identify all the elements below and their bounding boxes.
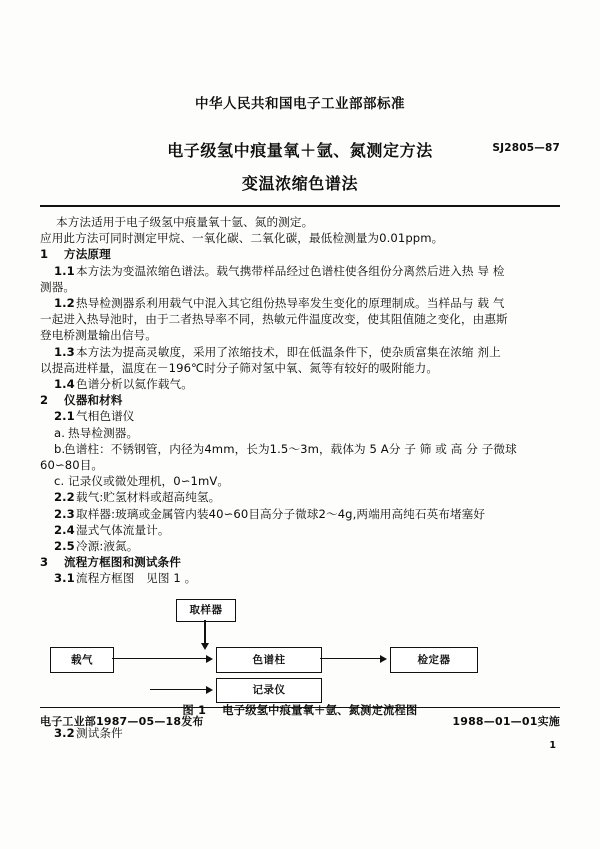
diagram-arrowhead-down <box>201 643 209 650</box>
header-divider <box>40 205 560 207</box>
diagram-connector-to-recorder <box>150 689 208 691</box>
diagram-arrowhead-right-1 <box>206 655 213 663</box>
diagram-connector-column-to-detector <box>320 658 382 660</box>
figure-caption-text: 电子级氢中痕量氧＋氩、氮测定流程图 <box>222 703 418 717</box>
clause-2-1: 2.1气相色谱仪 <box>54 409 135 424</box>
clause-2-1-item-c: c. 记录仪或微处理机，0∽1mV。 <box>54 474 230 489</box>
diagram-box-column: 色谱柱 <box>216 647 322 673</box>
clause-1-1: 1.1本方法为变温浓缩色谱法。载气携带样品经过色谱柱使各组份分离然后进入热 导 检 <box>54 263 505 278</box>
clause-2-1-item-b-cont: 60∽80目。 <box>40 458 104 473</box>
section-heading-3: 3 流程方框图和测试条件 <box>40 555 181 570</box>
document-sheet <box>40 60 560 740</box>
clause-2-4: 2.4湿式气体流量计。 <box>54 522 170 537</box>
clause-2-1-item-a: a. 热导检测器。 <box>54 425 139 440</box>
clause-3-2: 3.2测试条件 <box>54 725 123 740</box>
clause-1-2-cont-2: 登电桥测量输出信号。 <box>40 328 157 343</box>
clause-1-3-cont: 以提高进样量，温度在－196℃时分子筛对氢中氧、氮等有较好的吸附能力。 <box>40 360 439 375</box>
diagram-box-sampler: 取样器 <box>176 599 236 622</box>
clause-3-1: 3.1流程方框图 见图 1 。 <box>54 571 197 586</box>
diagram-connector-sampler-vertical <box>204 620 206 645</box>
section-heading-1: 1 方法原理 <box>40 247 111 262</box>
scope-line-1: 本方法适用于电子级氢中痕量氧十氩、氮的测定。 <box>56 215 314 229</box>
page-title: 电子级氢中痕量氧＋氩、氮测定方法 <box>167 141 433 160</box>
clause-2-1-item-b: b.色谱柱：不锈钢管，内径为4mm，长为1.5～3m，载体为 5 A分 子 筛 或 高 分 子微球 <box>54 441 517 456</box>
standard-organization: 中华人民共和国电子工业部部标准 <box>195 96 405 112</box>
flow-diagram <box>40 597 560 701</box>
diagram-box-detector: 检定器 <box>390 647 478 673</box>
clause-1-4: 1.4色谱分析以氦作载气。 <box>54 377 193 392</box>
footer-divider <box>40 707 560 708</box>
diagram-arrowhead-right-3 <box>206 686 213 694</box>
section-heading-2: 2 仪器和材料 <box>40 393 123 408</box>
diagram-box-carrier-gas: 载气 <box>50 647 114 673</box>
page-number: 1 <box>549 740 556 751</box>
standard-number: SJ2805—87 <box>492 142 560 154</box>
diagram-connector-carrier-to-column <box>112 658 208 660</box>
scope-line-2: 应用此方法可同时测定甲烷、一氧化碳、二氧化碳，最低检测量为0.01ppm。 <box>40 231 444 246</box>
footer-effective-date: 1988—01—01实施 <box>452 715 560 728</box>
footer-issue-date: 电子工业部1987—05—18发布 <box>40 715 204 728</box>
clause-2-2: 2.2载气:贮氢材料或超高纯氢。 <box>54 490 221 505</box>
clause-2-5: 2.5冷源:液氮。 <box>54 539 139 554</box>
clause-2-3: 2.3取样器:玻璃或金属管内装40∽60目高分子微球2～4g,两端用高纯石英布堵塞好 <box>54 506 486 521</box>
document-body <box>40 214 560 741</box>
clause-1-2-cont-1: 一起进入热导池时，由于二者热导率不同，热敏元件温度改变，使其阻值随之变化，由惠斯 <box>40 312 508 327</box>
title-row <box>40 138 560 161</box>
clause-1-3: 1.3本方法为提高灵敏度，采用了浓缩技术，即在低温条件下，使杂质富集在浓缩 剂上 <box>54 344 501 359</box>
clause-1-1-cont: 测器。 <box>40 279 76 294</box>
diagram-arrowhead-right-2 <box>380 655 387 663</box>
page-subtitle: 变温浓缩色谱法 <box>241 174 359 193</box>
diagram-box-recorder: 记录仪 <box>216 678 322 703</box>
clause-1-2: 1.2热导检测器系利用载气中混入其它组份热导率发生变化的原理制成。当样品与 载 气 <box>54 296 505 311</box>
figure-caption-number: 图 1 <box>182 703 207 717</box>
